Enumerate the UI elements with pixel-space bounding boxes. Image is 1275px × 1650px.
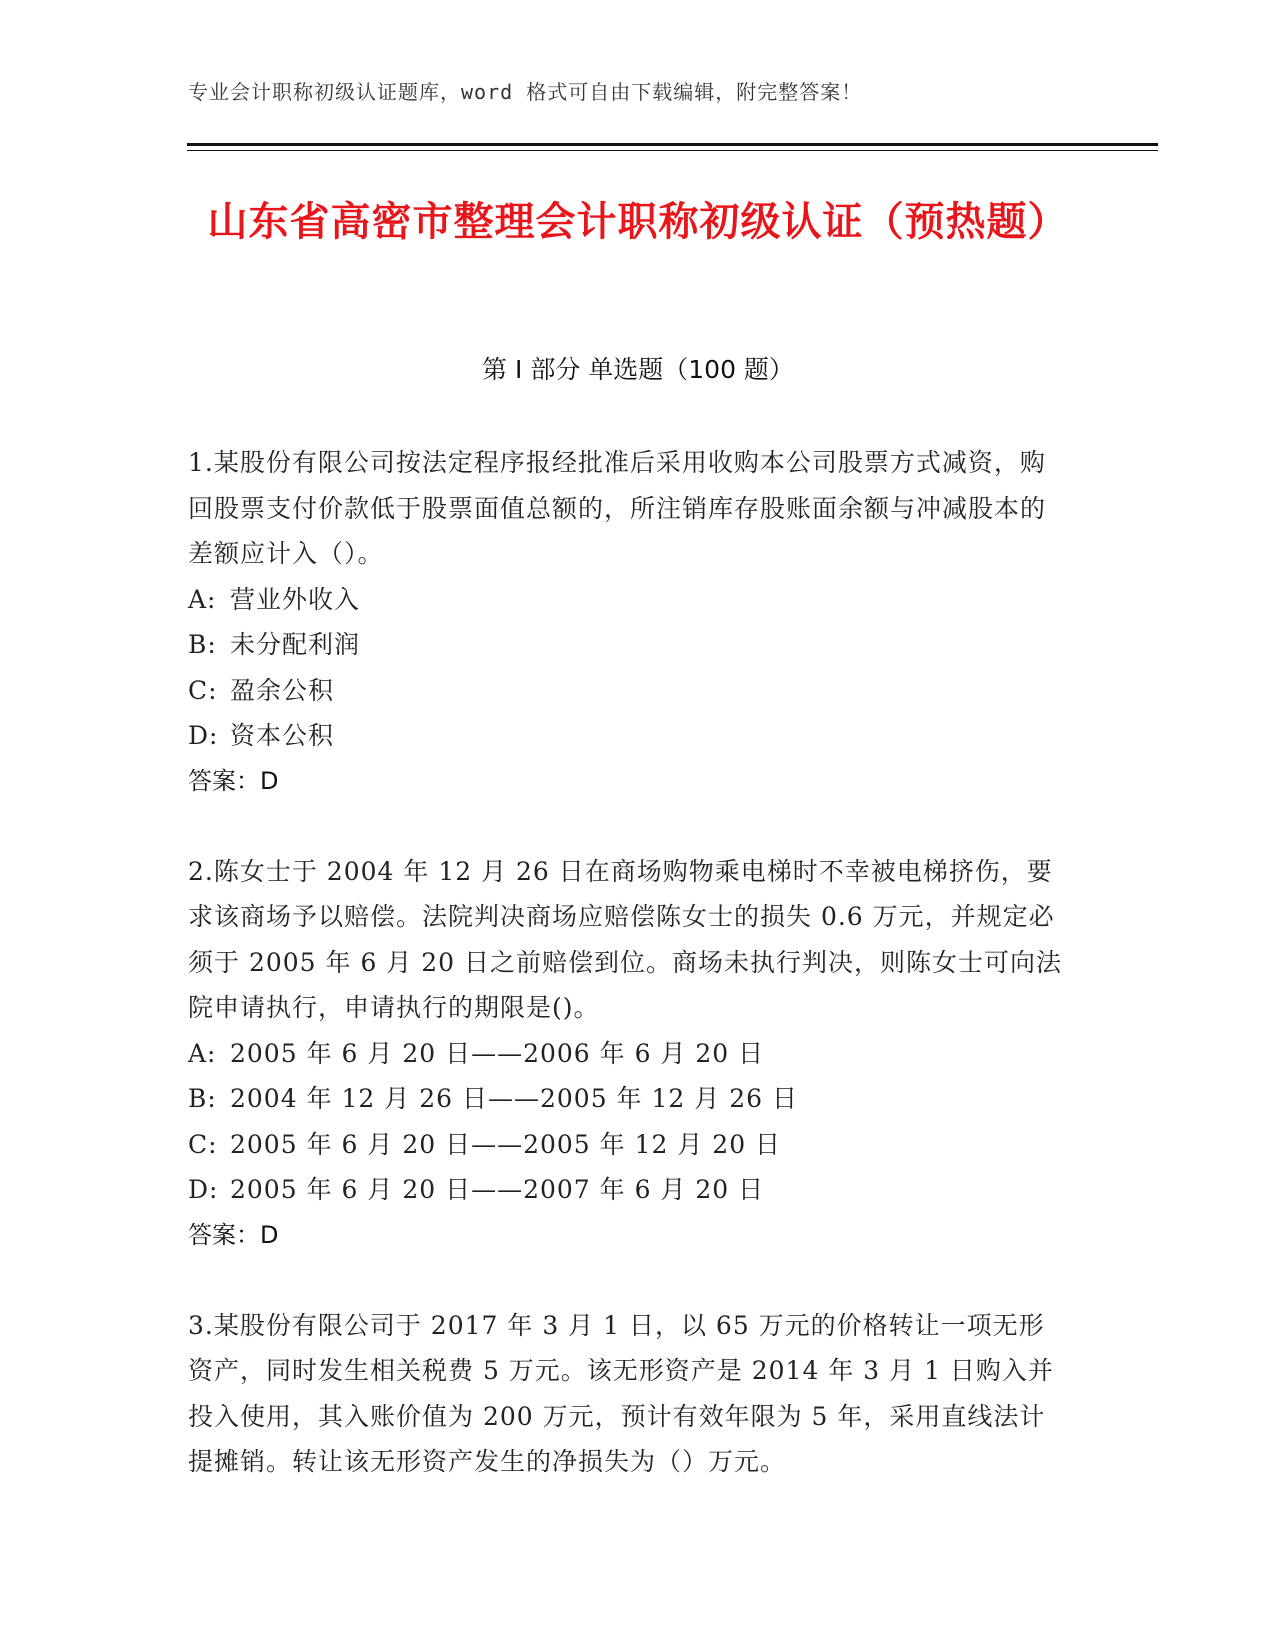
option-a <box>188 1031 1068 1077</box>
option-d <box>188 1167 1068 1213</box>
header-divider-thick <box>187 143 1158 146</box>
question-text: 2.陈女士于 2004 年 12 月 26 日在商场购物乘电梯时不幸被电梯挤伤，要求该商场予以赔偿。法院判决商场应赔偿陈女士的损失 0.6 万元，并规定必须于 2005 年 6 月 20 日之前赔偿到位。商场未执行判决，则陈女士可向法院申请执行，申请执行的期限是()。 <box>188 856 1063 1022</box>
page-header: 专业会计职称初级认证题库，word 格式可自由下载编辑，附完整答案！ <box>188 80 863 104</box>
option-letter: A: <box>188 1038 217 1068</box>
option-d <box>188 713 1068 759</box>
option-text: 2005 年 6 月 20 日——2006 年 6 月 20 日 <box>230 1038 765 1068</box>
option-letter: D: <box>188 721 219 750</box>
option-letter: C: <box>188 1129 218 1159</box>
option-b <box>188 1076 1068 1122</box>
option-c <box>188 668 1068 714</box>
option-letter: D: <box>188 1175 219 1204</box>
option-text: 营业外收入 <box>230 584 361 614</box>
header-divider-thin <box>187 150 1158 151</box>
question-list <box>188 440 1068 1530</box>
option-text: 2005 年 6 月 20 日——2005 年 12 月 20 日 <box>230 1129 782 1159</box>
option-text: 资本公积 <box>230 721 335 750</box>
section-title: 第 I 部分 单选题（100 题） <box>482 355 794 384</box>
option-c <box>188 1122 1068 1168</box>
option-letter: A: <box>188 584 217 614</box>
option-text: 未分配利润 <box>230 630 361 659</box>
option-b <box>188 622 1068 668</box>
option-letter: B: <box>188 1084 217 1113</box>
answer: 答案：D <box>188 766 279 795</box>
question-text: 3.某股份有限公司于 2017 年 3 月 1 日，以 65 万元的价格转让一项无形资产，同时发生相关税费 5 万元。该无形资产是 2014 年 3 月 1 日购入并投入使用，其入账价值为 200 万元，预计有效年限为 5 年，采用直线法计提摊销。转让该无形资产发生的净损失为（）万元。 <box>188 1310 1054 1476</box>
option-text: 盈余公积 <box>230 675 335 705</box>
option-letter: C: <box>188 675 218 705</box>
question-text: 1.某股份有限公司按法定程序报经批准后采用收购本公司股票方式减资，购回股票支付价款低于股票面值总额的，所注销库存股账面余额与冲减股本的差额应计入（）。 <box>188 448 1047 568</box>
question-3 <box>188 1303 1068 1485</box>
option-text: 2004 年 12 月 26 日——2005 年 12 月 26 日 <box>230 1084 798 1113</box>
question-1 <box>188 440 1068 804</box>
answer: 答案：D <box>188 1220 279 1249</box>
option-letter: B: <box>188 630 217 659</box>
document-title: 山东省高密市整理会计职称初级认证（预热题） <box>207 199 1069 245</box>
option-text: 2005 年 6 月 20 日——2007 年 6 月 20 日 <box>230 1175 765 1204</box>
question-2 <box>188 849 1068 1258</box>
option-a <box>188 577 1068 623</box>
